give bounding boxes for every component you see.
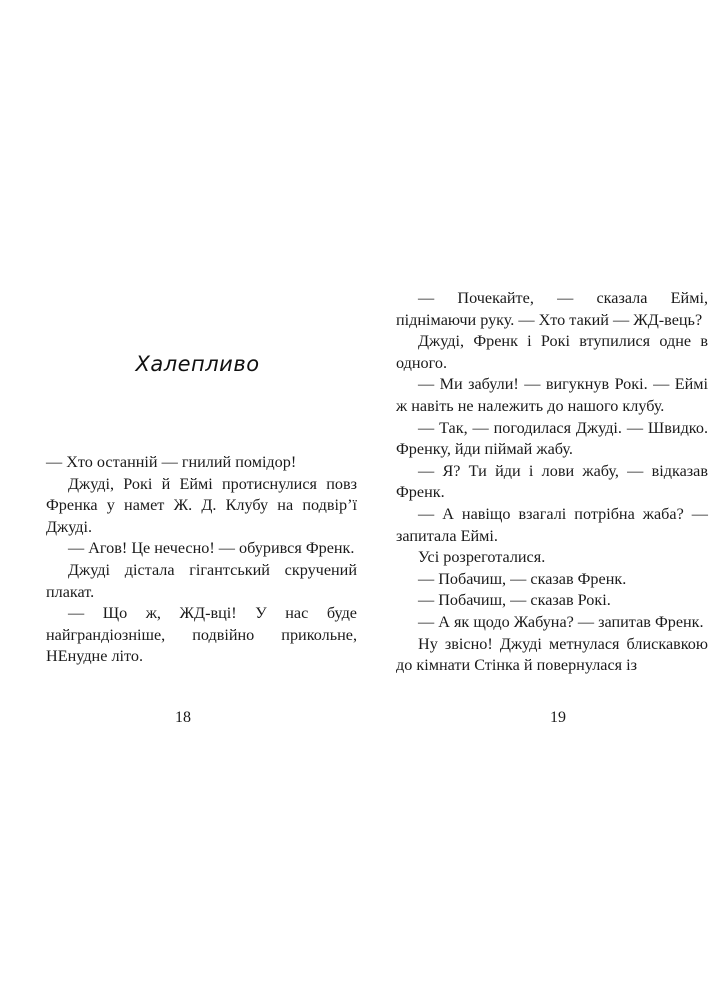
paragraph: — Так, — погодилася Джуді. — Швидко. Френку, йди піймай жабу. — [396, 418, 708, 459]
chapter-title: Халепливо — [135, 352, 260, 376]
left-page-text — [46, 452, 357, 668]
paragraph: — А як щодо Жабуна? — запитав Френк. — [418, 612, 704, 631]
paragraph: — Побачиш, — сказав Рокі. — [418, 591, 611, 610]
paragraph: — Я? Ти йди і лови жабу, — відказав Френк. — [396, 461, 708, 502]
paragraph: Джуді, Рокі й Еймі протиснулися повз Френка у намет Ж. Д. Клубу на подвір’ї Джуді. — [46, 474, 357, 536]
paragraph: — Що ж, ЖД-вці! У нас буде найграндіозніше, подвійно прикольне, НЕнудне літо. — [46, 604, 357, 666]
paragraph: Ну звісно! Джуді метнулася блискавкою до кімнати Стінка й повернулася із — [396, 634, 708, 675]
paragraph: — Побачиш, — сказав Френк. — [418, 569, 627, 588]
right-page-text — [396, 288, 708, 677]
paragraph: Джуді, Френк і Рокі втупилися одне в одного. — [396, 332, 708, 372]
paragraph: — Почекайте, — сказала Еймі, піднімаючи руку. — Хто такий — ЖД-вець? — [396, 289, 708, 329]
paragraph: — Хто останній — гнилий помідор! — [46, 453, 297, 471]
paragraph: Джуді дістала гігантський скручений плакат. — [46, 560, 357, 601]
page-number-left: 18 — [175, 709, 191, 726]
paragraph: Усі розреготалися. — [418, 548, 546, 567]
paragraph: — А навіщо взагалі потрібна жаба? — запитала Еймі. — [396, 504, 708, 545]
right-page — [360, 0, 720, 1000]
paragraph: — Агов! Це нечесно! — обурився Френк. — [68, 539, 355, 558]
paragraph: — Ми забули! — вигукнув Рокі. — Еймі ж навіть не належить до нашого клубу. — [396, 375, 708, 415]
page-number-right: 19 — [550, 709, 566, 726]
